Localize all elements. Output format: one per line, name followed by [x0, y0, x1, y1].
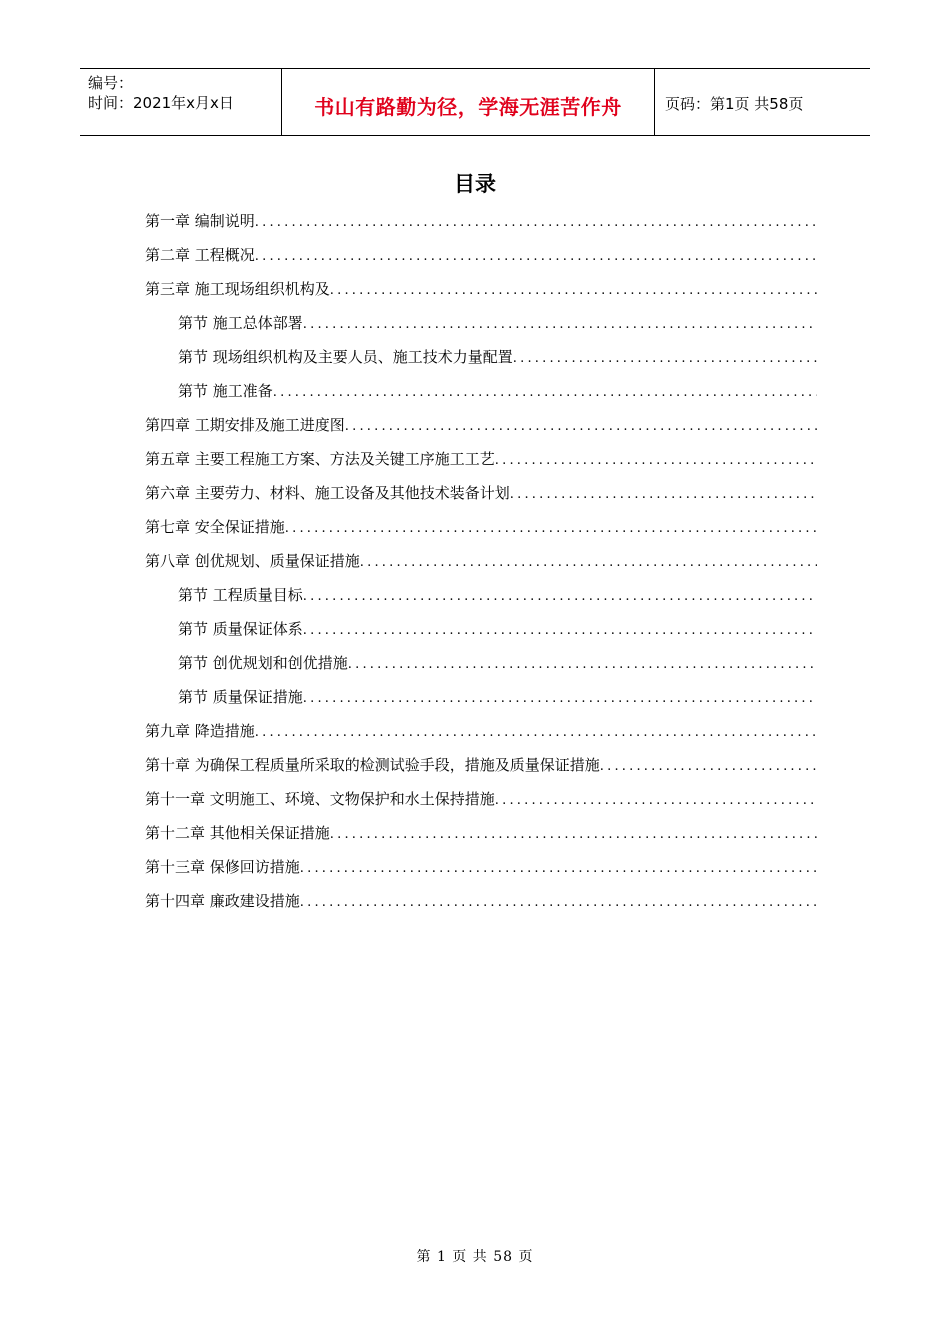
header-page-info: 页码：第1页 共58页	[665, 95, 804, 113]
toc-dot-leader	[330, 822, 817, 848]
toc-entry-label: 第节 质量保证措施	[178, 688, 303, 706]
toc-section-entry[interactable]	[0, 344, 950, 378]
toc-dot-leader	[303, 686, 817, 712]
toc-entry-label: 第节 创优规划和创优措施	[178, 654, 348, 672]
toc-chapter-entry[interactable]	[0, 208, 950, 242]
toc-chapter-entry[interactable]	[0, 480, 950, 514]
toc-dot-leader	[285, 516, 817, 542]
toc-entry-label: 第节 工程质量目标	[178, 586, 303, 604]
toc-entry-label: 第节 质量保证体系	[178, 620, 303, 638]
toc-section-entry[interactable]	[0, 616, 950, 650]
toc-entry-label: 第节 施工总体部署	[178, 314, 303, 332]
page-footer: 第 1 页 共 58 页	[416, 1249, 534, 1265]
toc-chapter-entry[interactable]	[0, 242, 950, 276]
toc-entry-label: 第十三章 保修回访措施	[145, 858, 300, 876]
toc-dot-leader	[600, 754, 817, 780]
toc-entry-label: 第十一章 文明施工、环境、文物保护和水土保持措施	[145, 790, 495, 808]
document-number-label: 编号：	[88, 74, 134, 92]
toc-chapter-entry[interactable]	[0, 786, 950, 820]
toc-section-entry[interactable]	[0, 378, 950, 412]
toc-chapter-entry[interactable]	[0, 412, 950, 446]
page-header	[80, 68, 870, 136]
toc-chapter-entry[interactable]	[0, 514, 950, 548]
toc-entry-label: 第六章 主要劳力、材料、施工设备及其他技术装备计划	[145, 484, 510, 502]
toc-chapter-entry[interactable]	[0, 888, 950, 922]
toc-dot-leader	[273, 380, 817, 406]
toc-dot-leader	[348, 652, 817, 678]
toc-chapter-entry[interactable]	[0, 548, 950, 582]
toc-dot-leader	[495, 788, 817, 814]
toc-entry-label: 第七章 安全保证措施	[145, 518, 285, 536]
toc-dot-leader	[303, 584, 817, 610]
toc-dot-leader	[255, 720, 817, 746]
toc-entry-label: 第一章 编制说明	[145, 212, 255, 230]
toc-entry-label: 第九章 降造措施	[145, 722, 255, 740]
toc-chapter-entry[interactable]	[0, 752, 950, 786]
toc-dot-leader	[360, 550, 817, 576]
toc-entry-label: 第节 现场组织机构及主要人员、施工技术力量配置	[178, 348, 513, 366]
toc-entry-label: 第八章 创优规划、质量保证措施	[145, 552, 360, 570]
header-motto: 书山有路勤为径，学海无涯苦作舟	[314, 94, 622, 119]
toc-chapter-entry[interactable]	[0, 446, 950, 480]
toc-entry-label: 第十章 为确保工程质量所采取的检测试验手段，措施及质量保证措施	[145, 756, 600, 774]
toc-entry-label: 第十四章 廉政建设措施	[145, 892, 300, 910]
table-of-contents	[0, 208, 950, 922]
toc-section-entry[interactable]	[0, 582, 950, 616]
toc-chapter-entry[interactable]	[0, 718, 950, 752]
toc-dot-leader	[255, 210, 817, 236]
document-time-label: 时间：2021年x月x日	[88, 94, 234, 112]
toc-section-entry[interactable]	[0, 310, 950, 344]
header-motto-cell	[282, 69, 655, 135]
toc-dot-leader	[513, 346, 817, 372]
toc-section-entry[interactable]	[0, 650, 950, 684]
toc-dot-leader	[300, 856, 817, 882]
header-meta-cell	[80, 69, 282, 135]
toc-dot-leader	[303, 618, 817, 644]
toc-section-entry[interactable]	[0, 684, 950, 718]
toc-dot-leader	[510, 482, 817, 508]
toc-entry-label: 第十二章 其他相关保证措施	[145, 824, 330, 842]
toc-title: 目录	[454, 172, 496, 196]
toc-entry-label: 第四章 工期安排及施工进度图	[145, 416, 345, 434]
toc-dot-leader	[255, 244, 817, 270]
toc-entry-label: 第五章 主要工程施工方案、方法及关键工序施工工艺	[145, 450, 495, 468]
header-page-cell	[655, 69, 870, 135]
toc-dot-leader	[330, 278, 817, 304]
toc-dot-leader	[300, 890, 817, 916]
toc-entry-label: 第节 施工准备	[178, 382, 273, 400]
toc-entry-label: 第三章 施工现场组织机构及	[145, 280, 330, 298]
toc-dot-leader	[345, 414, 817, 440]
toc-chapter-entry[interactable]	[0, 820, 950, 854]
toc-dot-leader	[495, 448, 817, 474]
toc-chapter-entry[interactable]	[0, 854, 950, 888]
toc-dot-leader	[303, 312, 817, 338]
toc-entry-label: 第二章 工程概况	[145, 246, 255, 264]
toc-chapter-entry[interactable]	[0, 276, 950, 310]
